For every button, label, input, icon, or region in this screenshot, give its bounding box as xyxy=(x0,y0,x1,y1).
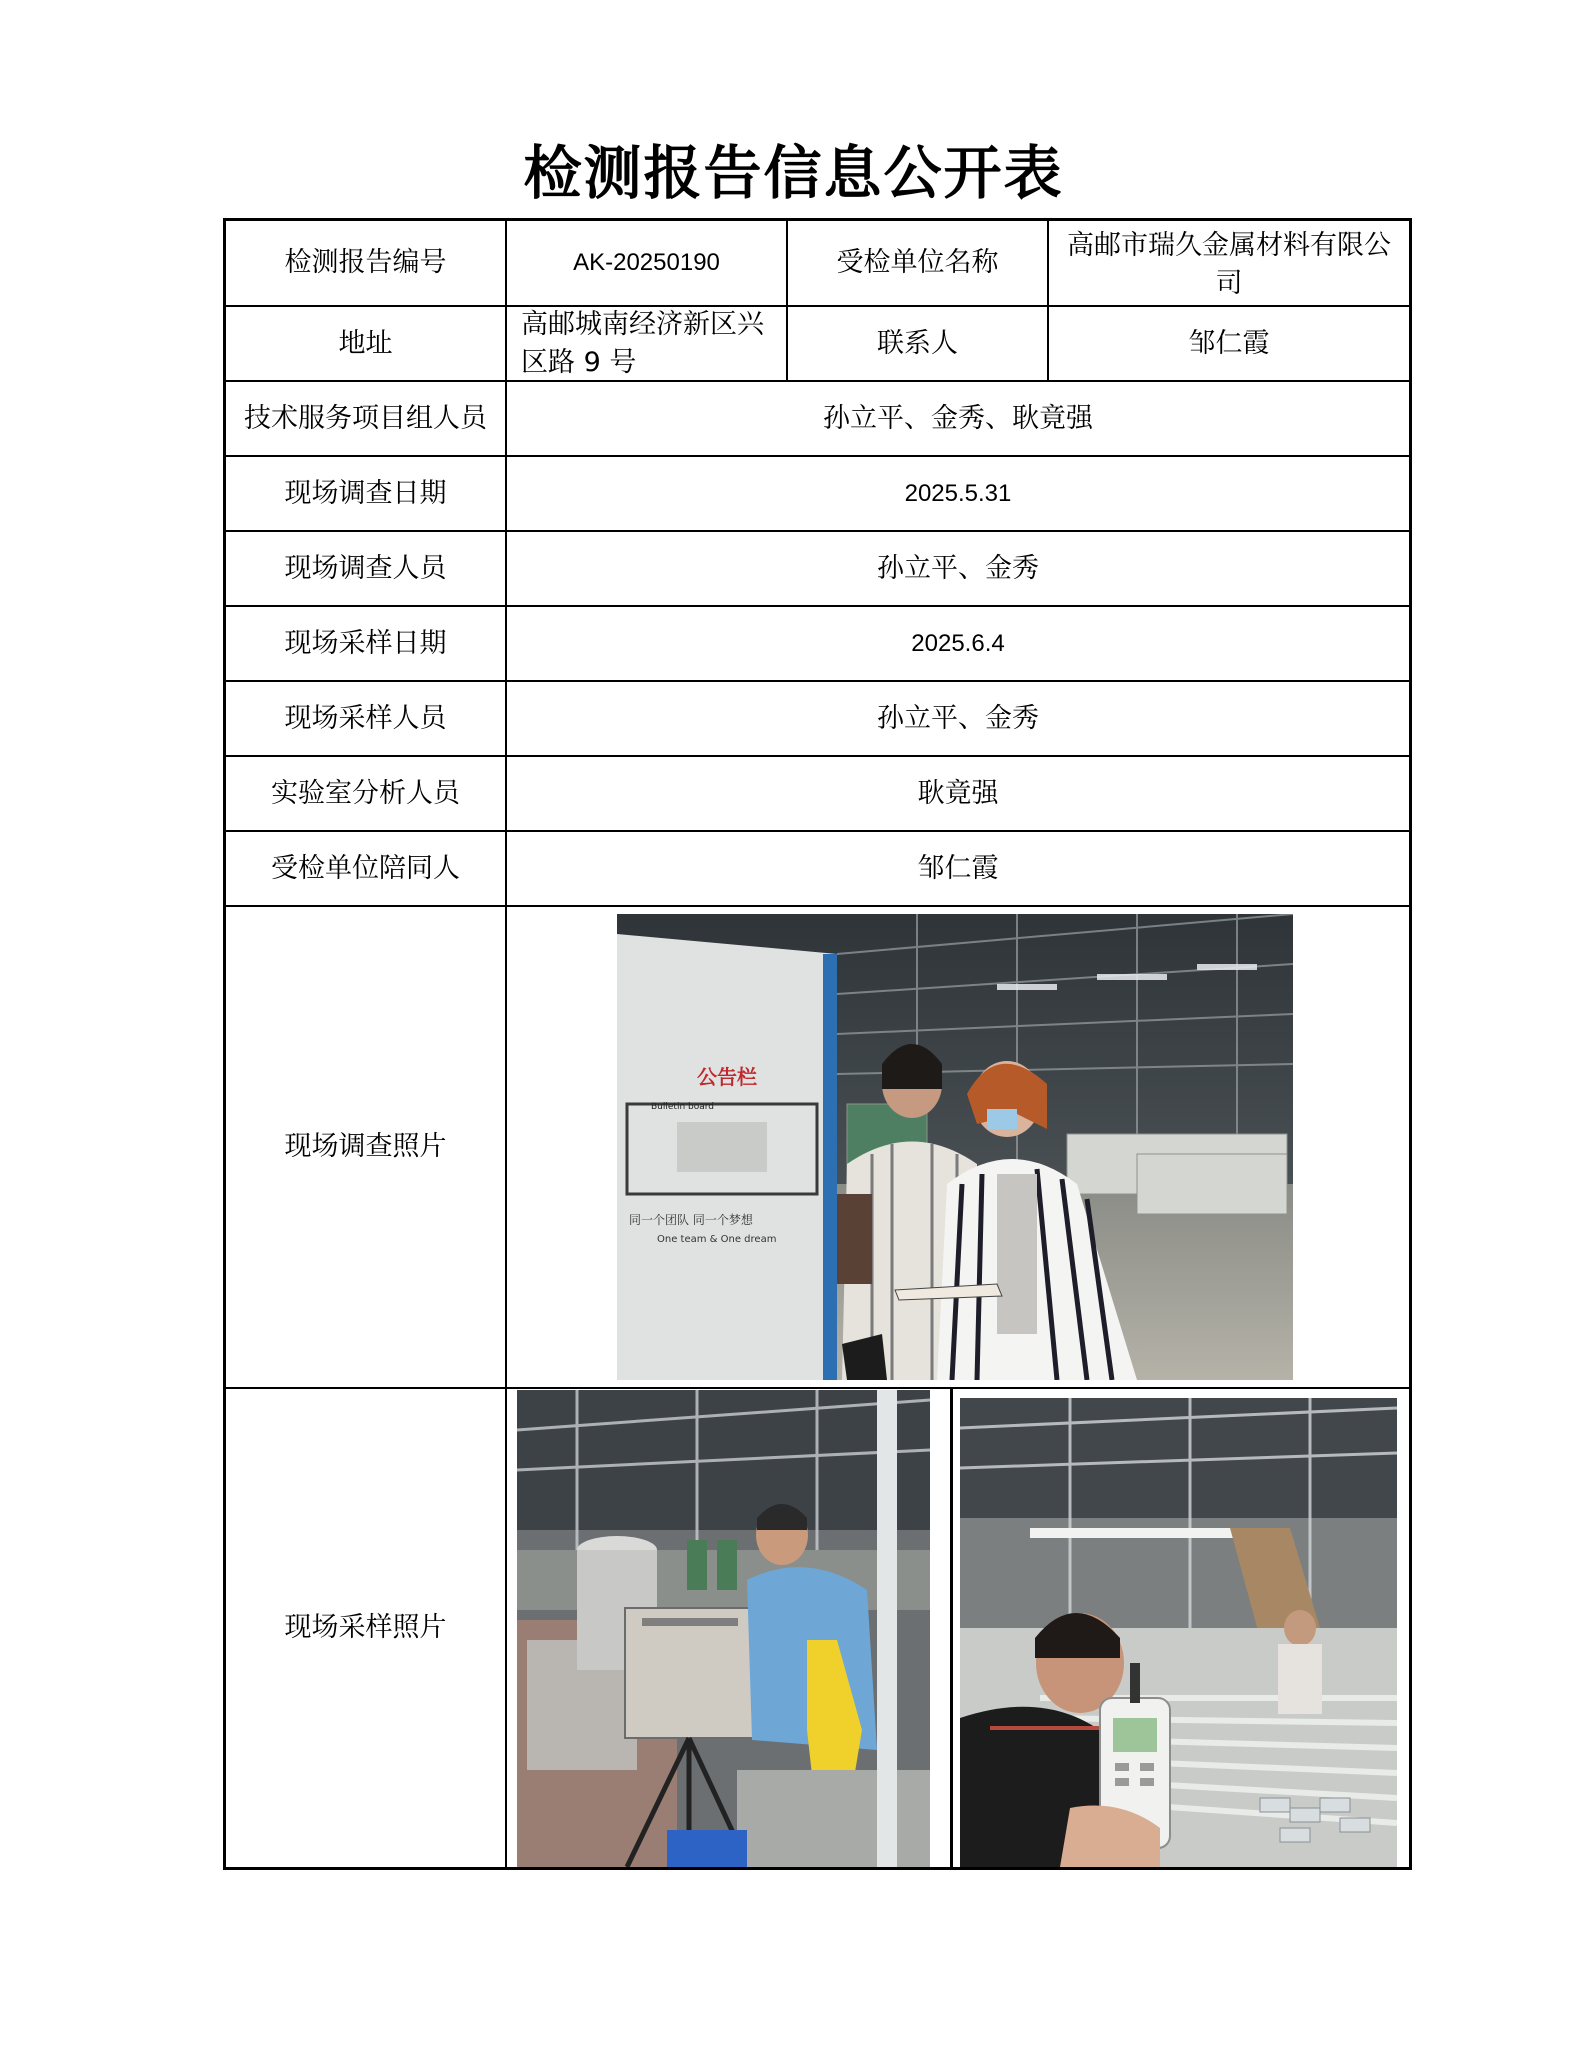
sampling-staff-label: 现场采样人员 xyxy=(284,702,447,734)
unit-name-label: 受检单位名称 xyxy=(836,247,999,278)
sampling-photo-1 xyxy=(517,1390,930,1867)
board-slogan-en: One team & One dream xyxy=(657,1234,777,1245)
address-value: 高邮城南经济新区兴区路 9 号 xyxy=(521,308,764,378)
lab-staff-label: 实验室分析人员 xyxy=(271,777,460,809)
sampling-photo-label: 现场采样照片 xyxy=(284,1612,447,1643)
board-subheading: Bulletin board xyxy=(651,1102,714,1112)
board-slogan-cn: 同一个团队 同一个梦想 xyxy=(629,1213,753,1227)
contact-label: 联系人 xyxy=(877,327,958,359)
survey-staff-value: 孙立平、金秀 xyxy=(877,552,1039,584)
escort-value: 邹仁霞 xyxy=(917,852,999,884)
page-title: 检测报告信息公开表 xyxy=(523,139,1064,207)
escort-label: 受检单位陪同人 xyxy=(271,852,460,884)
sampling-photo-2 xyxy=(960,1398,1397,1867)
survey-photo xyxy=(617,914,1293,1380)
survey-date-label: 现场调查日期 xyxy=(284,477,447,509)
survey-date-value: 2025.5.31 xyxy=(904,479,1012,507)
team-label: 技术服务项目组人员 xyxy=(244,402,487,434)
survey-staff-label: 现场调查人员 xyxy=(284,552,447,584)
address-label: 地址 xyxy=(338,327,393,359)
lab-staff-value: 耿竟强 xyxy=(917,777,999,809)
sampling-date-value: 2025.6.4 xyxy=(911,629,1005,657)
report-no-label: 检测报告编号 xyxy=(284,247,447,278)
team-value: 孙立平、金秀、耿竟强 xyxy=(823,402,1093,434)
contact-value: 邹仁霞 xyxy=(1188,327,1270,359)
survey-photo-label: 现场调查照片 xyxy=(284,1131,447,1162)
unit-name-value: 高邮市瑞久金属材料有限公司 xyxy=(1067,230,1391,299)
sampling-staff-value: 孙立平、金秀 xyxy=(877,702,1039,734)
report-no-value: AK-20250190 xyxy=(573,249,720,276)
board-heading: 公告栏 xyxy=(697,1065,757,1089)
sampling-date-label: 现场采样日期 xyxy=(284,627,447,659)
